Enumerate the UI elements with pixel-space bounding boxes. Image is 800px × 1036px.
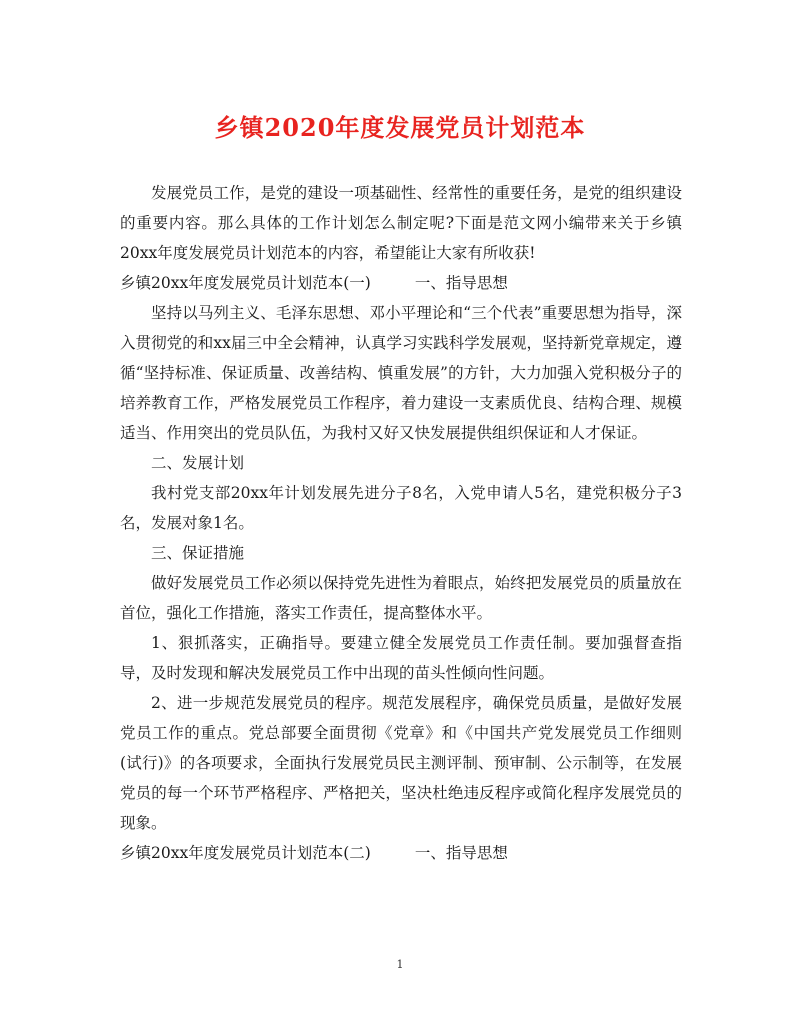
- section2-heading: 二、发展计划: [151, 454, 245, 472]
- part2-subheading: 一、指导思想: [414, 844, 508, 862]
- part1-heading-line: [120, 268, 682, 298]
- part2-heading-line: [120, 838, 682, 868]
- plan-paragraph: 我村党支部20xx年计划发展先进分子8名，入党申请人5名，建党积极分子3名，发展对象1名。: [120, 484, 682, 532]
- document-body: [120, 178, 682, 868]
- part1-subheading: 一、指导思想: [414, 274, 508, 292]
- measures-intro-paragraph: 做好发展党员工作必须以保持党先进性为着眼点，始终把发展党员的质量放在首位，强化工作措施，落实工作责任，提高整体水平。: [120, 574, 682, 622]
- section3-heading: 三、保证措施: [151, 544, 245, 562]
- measure2-paragraph: 2、进一步规范发展党员的程序。规范发展程序，确保党员质量，是做好发展党员工作的重点。党总部要全面贯彻《党章》和《中国共产党发展党员工作细则(试行)》的各项要求，全面执行发展党员民主测评制、预审制、公示制等，在发展党员的每一个环节严格程序、严格把关，坚决杜绝违反程序或简化程序发展党员的现象。: [120, 694, 682, 832]
- measure1-paragraph: 1、狠抓落实，正确指导。要建立健全发展党员工作责任制。要加强督查指导，及时发现和解决发展党员工作中出现的苗头性倾向性问题。: [120, 634, 682, 682]
- page-number: 1: [396, 958, 404, 971]
- guiding-thought-paragraph: 坚持以马列主义、毛泽东思想、邓小平理论和“三个代表”重要思想为指导，深入贯彻党的和xx届三中全会精神，认真学习实践科学发展观，坚持新党章规定，遵循“坚持标准、保证质量、改善结构、慎重发展”的方针，大力加强入党积极分子的培养教育工作，严格发展党员工作程序，着力建设一支素质优良、结构合理、规模适当、作用突出的党员队伍，为我村又好又快发展提供组织保证和人才保证。: [120, 304, 682, 442]
- intro-paragraph: 发展党员工作，是党的建设一项基础性、经常性的重要任务，是党的组织建设的重要内容。那么具体的工作计划怎么制定呢?下面是范文网小编带来关于乡镇20xx年度发展党员计划范本的内容，希望能让大家有所收获!: [120, 184, 682, 262]
- document-title: 乡镇2020年度发展党员计划范本: [214, 113, 586, 142]
- part2-heading: 乡镇20xx年度发展党员计划范本(二): [120, 844, 371, 862]
- part1-heading: 乡镇20xx年度发展党员计划范本(一): [120, 274, 371, 292]
